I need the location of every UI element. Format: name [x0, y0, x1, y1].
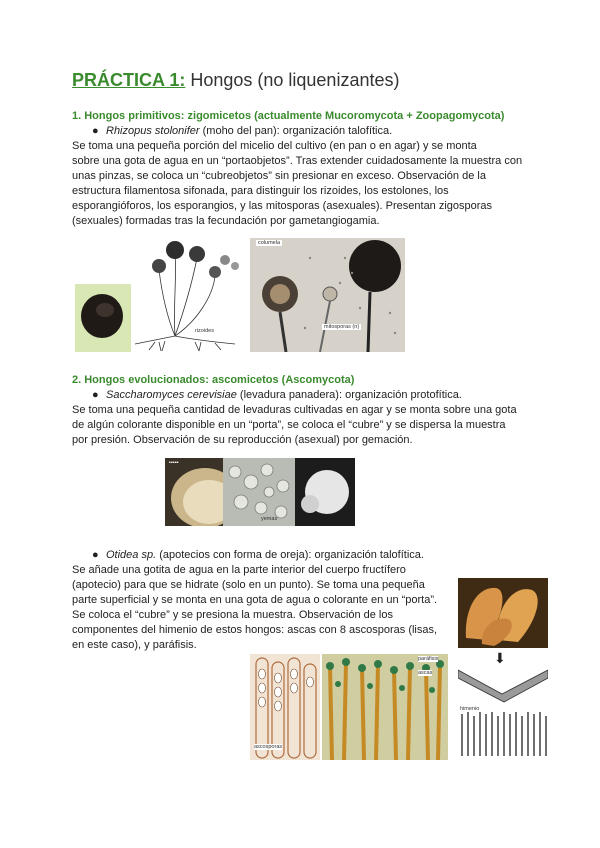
rhizopus-illustration: [75, 236, 245, 354]
arrow-down-icon: ⬇: [494, 650, 506, 666]
paragraph-line: de algún colorante disponible en un “porta”, se coloca el “cubre” y se dispersa la muestra: [72, 419, 506, 431]
micrograph-illustration: [250, 238, 405, 352]
yeast-figure: [165, 458, 355, 526]
asci-micrograph-right: [322, 654, 448, 760]
columela-label: columela: [258, 240, 281, 246]
bullet-text: (apotecios con forma de oreja): organización talofítica.: [156, 549, 424, 561]
paragraph-line: sobre una gota de agua en un “portaobjetos”. Tras extender cuidadosamente la muestra con: [72, 155, 523, 167]
paragraph-line: esporangióforos, los esporangios, y las mitosporas (asexuales). Presentan zigosporas: [72, 200, 493, 212]
plate-label: ▪▪▪▪▪: [169, 460, 179, 466]
otidea-illustration: [458, 578, 548, 648]
apothecium-illustration: [458, 664, 548, 704]
species-name: Otidea sp.: [106, 549, 157, 561]
paragraph-line: parte superficial y se monta en una gota de agua o colorante en un “porta”.: [72, 594, 438, 606]
section2-paragraph: [72, 403, 517, 448]
section1-bullet: [92, 125, 392, 137]
ascosporas-label: ascosporas: [254, 744, 283, 750]
rizoides-label: rizoides: [195, 328, 214, 334]
bullet-text: (moho del pan): organización talofítica.: [199, 125, 393, 137]
yeast-illustration: [165, 458, 355, 526]
asci-micrograph-left: [250, 654, 320, 760]
paragraph-line: Se toma una pequeña porción del micelio del cultivo (en pan o en agar) y se monta: [72, 140, 477, 152]
yemas-label: yemas: [261, 516, 278, 522]
himenio-label: himenio: [460, 706, 480, 712]
rhizopus-drawing-figure: [75, 236, 245, 354]
page-title: [72, 70, 399, 91]
paragraph-line: Se toma una pequeña cantidad de levaduras cultivadas en agar y se monta sobre una gota: [72, 404, 517, 416]
bullet-text: (levadura panadera): organización protofítica.: [236, 389, 462, 401]
parafisis-label: paráfisis: [418, 656, 439, 662]
title-lead: PRÁCTICA 1:: [72, 70, 186, 90]
section2-bullet-yeast: [92, 389, 462, 401]
paragraph-line: unas pinzas, se coloca un “cubreobjetos” sin presionar en exceso. Observación de la: [72, 170, 486, 182]
paragraph-line: estructura filamentosa sifonada, para distinguir los rizoides, los estolones, los: [72, 185, 449, 197]
section2-bullet-otidea: [92, 549, 424, 561]
ascas-label: ascas: [418, 670, 433, 676]
paragraph-line: Se coloca el “cubre” y se presiona la muestra. Observación de los: [72, 609, 393, 621]
hymenium-diagram: [458, 706, 548, 758]
otidea-paragraph: [72, 563, 437, 653]
bullet-dot: ●: [92, 549, 99, 561]
paragraph-line: (sexuales) formadas tras la fecundación por gametangiogamia.: [72, 215, 380, 227]
species-name: Rhizopus stolonifer: [106, 125, 200, 137]
section1-heading: 1. Hongos primitivos: zigomicetos (actualmente Mucoromycota + Zoopagomycota): [72, 110, 505, 122]
paragraph-line: Se añade una gotita de agua en la parte interior del cuerpo fructífero: [72, 564, 406, 576]
species-name: Saccharomyces cerevisiae: [106, 389, 237, 401]
bullet-dot: ●: [92, 125, 99, 137]
rhizopus-micrograph: [250, 238, 405, 352]
hymenium-illustration: [458, 706, 548, 758]
paragraph-line: por presión. Observación de su reproducción (asexual) por gemación.: [72, 434, 413, 446]
otidea-photo: [458, 578, 548, 648]
paragraph-line: (apotecio) para que se hidrate (solo en un punto). Se toma una pequeña: [72, 579, 425, 591]
section2-heading: 2. Hongos evolucionados: ascomicetos (Ascomycota): [72, 374, 355, 386]
paragraph-line: componentes del himenio de estos hongos: ascas con 8 ascosporas (lisas,: [72, 624, 438, 636]
title-rest: Hongos (no liquenizantes): [185, 70, 400, 90]
section1-paragraph: [72, 139, 522, 229]
paragraph-line: en este caso), y paráfisis.: [72, 639, 197, 651]
bullet-dot: ●: [92, 389, 99, 401]
apothecium-section: [458, 664, 548, 704]
mitosporas-label: mitosporas (n): [324, 324, 360, 330]
